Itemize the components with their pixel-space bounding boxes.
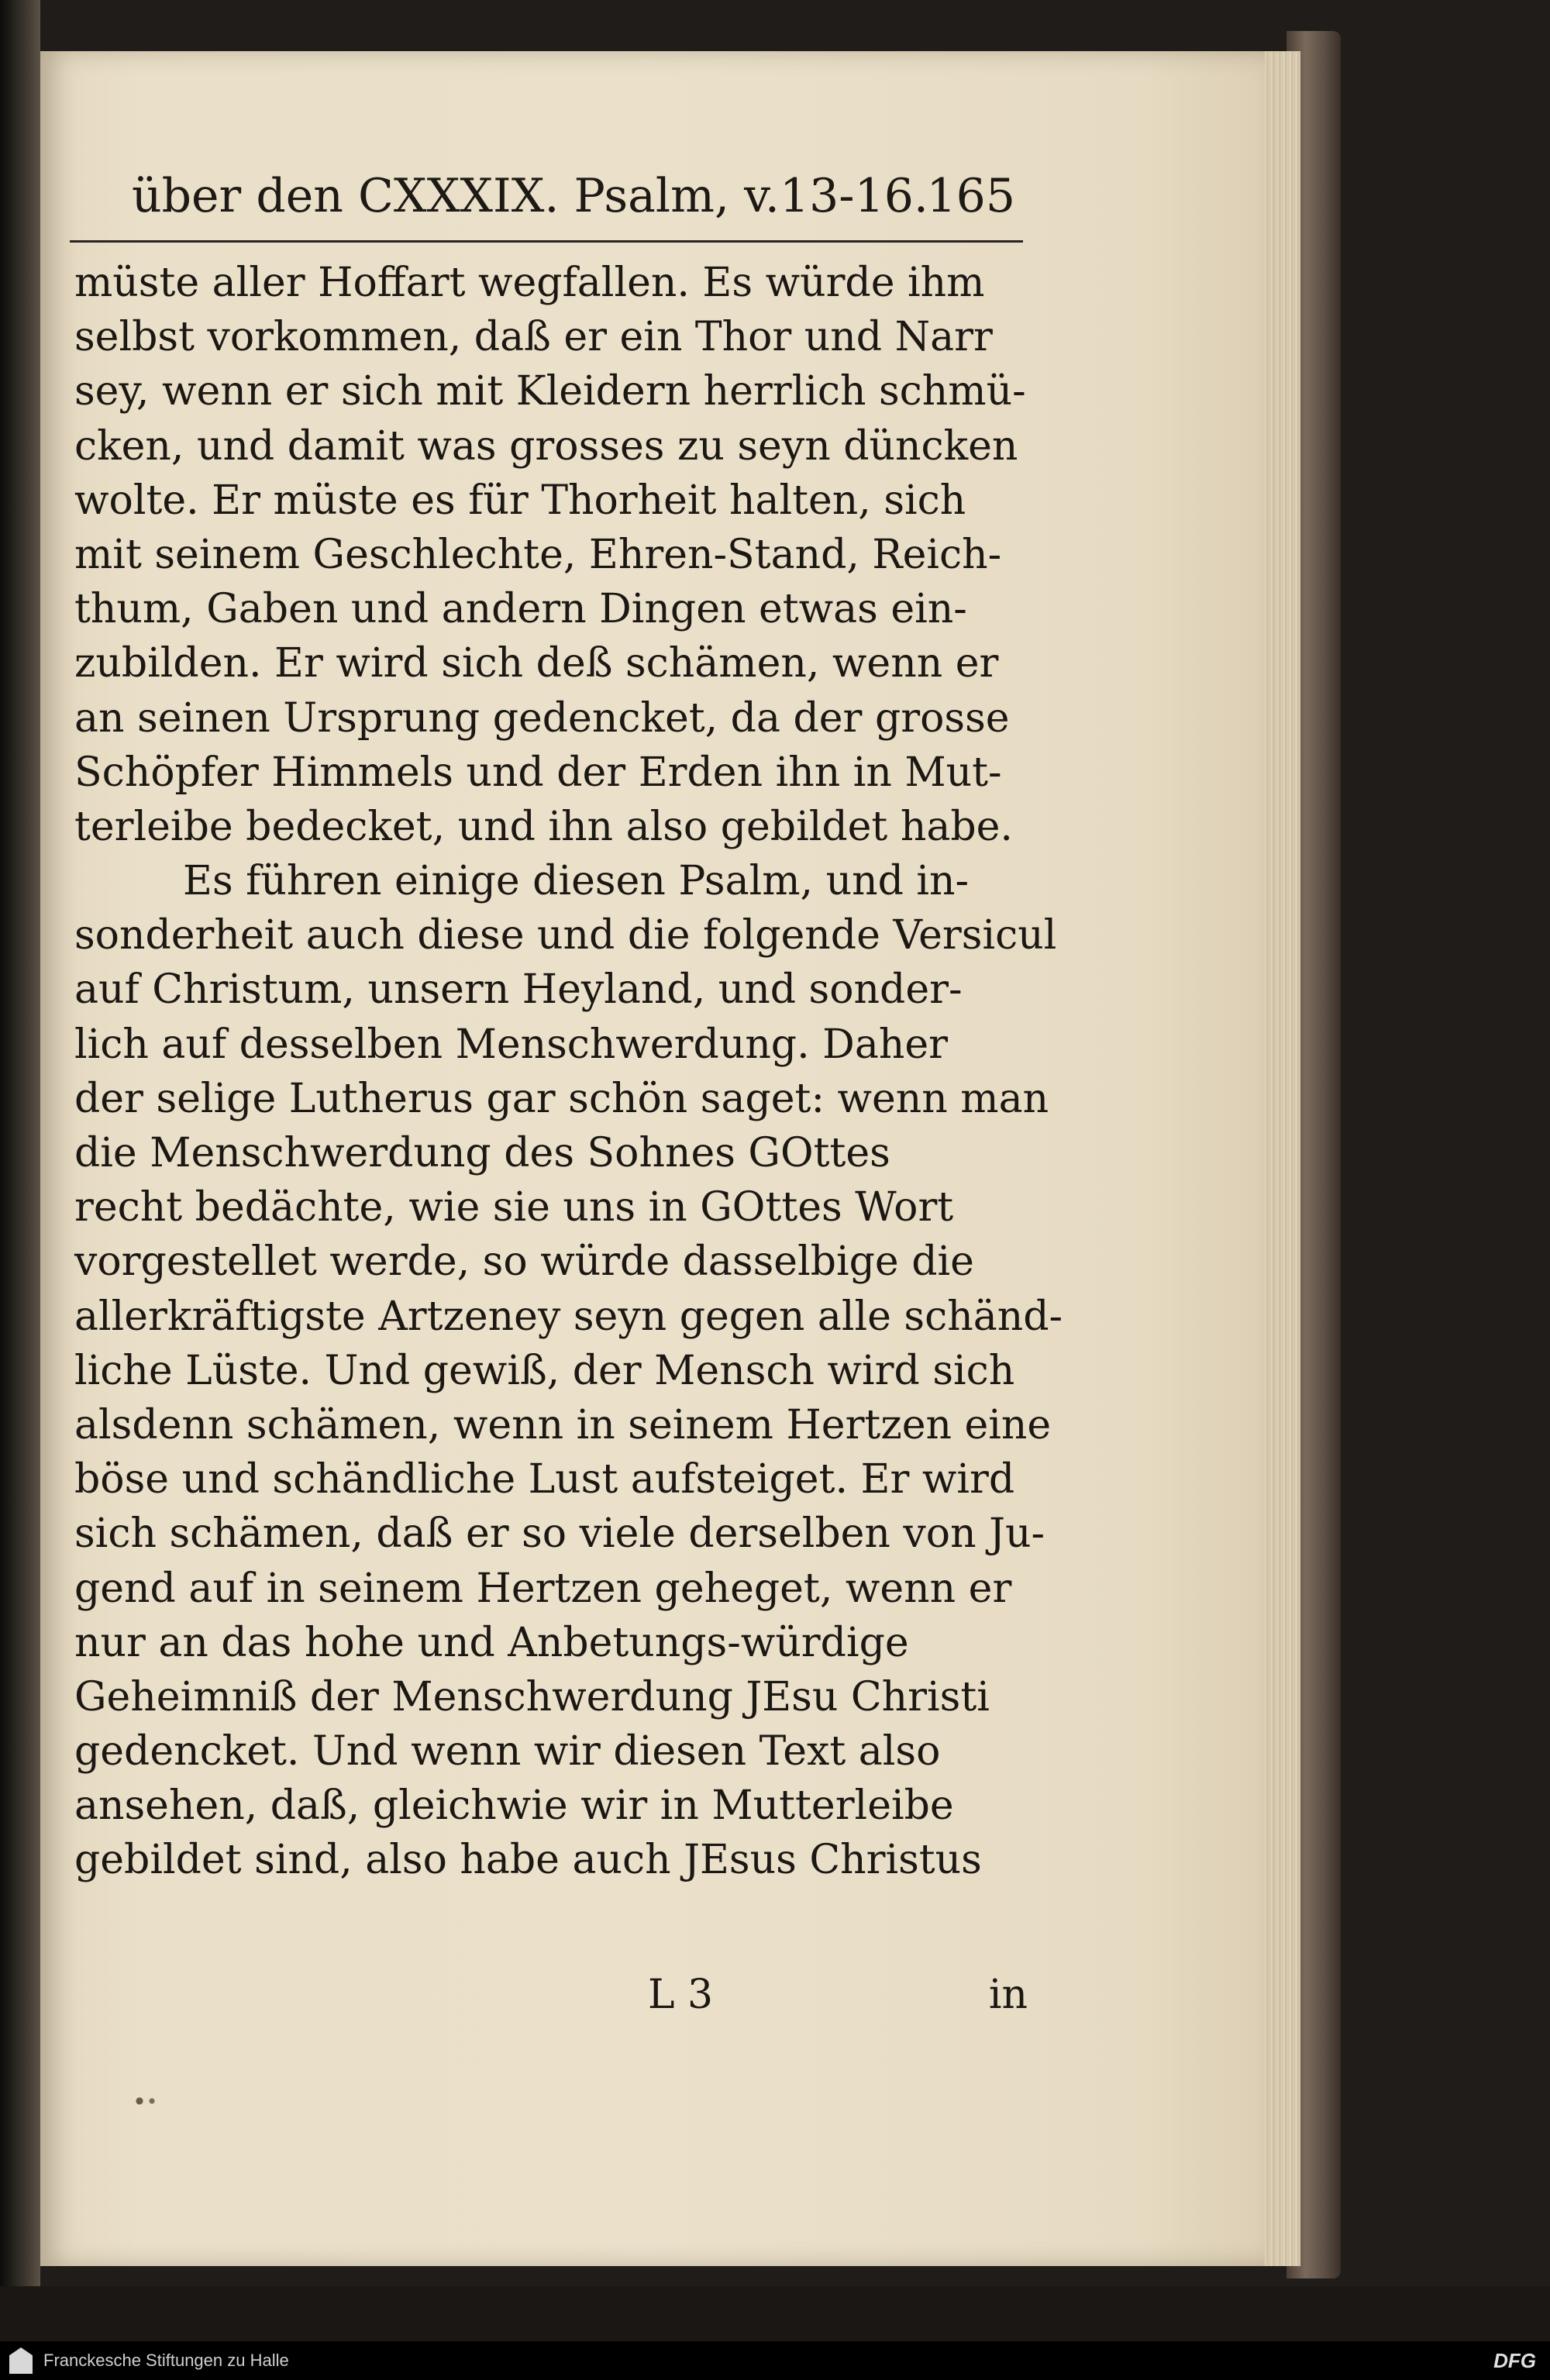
institution-name: Franckesche Stiftungen zu Halle xyxy=(43,2351,289,2370)
text-line: wolte. Er müste es für Thorheit halten, sich xyxy=(74,477,966,524)
text-line: der selige Lutherus gar schön saget: wenn man xyxy=(74,1075,1049,1122)
institution-logo-icon xyxy=(9,2347,33,2374)
text-line: Geheimniß der Menschwerdung JEsu Christi xyxy=(74,1673,990,1720)
text-line: lich auf desselben Menschwerdung. Daher xyxy=(74,1021,948,1068)
page-number: 165 xyxy=(926,169,1015,223)
text-line: müste aller Hoffart wegfallen. Es würde ihm xyxy=(74,260,985,306)
text-line: sey, wenn er sich mit Kleidern herrlich schmü- xyxy=(74,368,1026,415)
signature-mark: L 3 xyxy=(648,1972,714,2018)
text-line: sich schämen, daß er so viele derselben von Ju- xyxy=(74,1510,1045,1558)
text-line: selbst vorkommen, daß er ein Thor und Narr xyxy=(74,314,993,361)
running-head: über den CXXXIX. Psalm, v.13-16. xyxy=(132,169,928,223)
dfg-logo: DFG xyxy=(1493,2349,1536,2372)
text-line: an seinen Ursprung gedencket, da der grosse xyxy=(74,694,1010,742)
page-header xyxy=(132,169,1015,231)
catchword: in xyxy=(988,1972,1028,2018)
text-line: cken, und damit was grosses zu seyn düncken xyxy=(74,422,1018,470)
text-line: gebildet sind, also habe auch JEsus Christus xyxy=(74,1837,982,1884)
body-text xyxy=(74,256,1063,1888)
text-line: auf Christum, unsern Heyland, und sonder- xyxy=(74,966,963,1014)
text-line: die Menschwerdung des Sohnes GOttes xyxy=(74,1130,890,1176)
text-line: gedencket. Und wenn wir diesen Text also xyxy=(74,1728,941,1776)
text-line: nur an das hohe und Anbetungs-würdige xyxy=(74,1619,909,1666)
text-line: vorgestellet werde, so würde dasselbige die xyxy=(74,1238,974,1286)
ink-spot xyxy=(130,2096,161,2106)
text-line: liche Lüste. Und gewiß, der Mensch wird sich xyxy=(74,1347,1015,1394)
footer-bar xyxy=(0,2341,1550,2380)
text-line: Schöpfer Himmels und der Erden ihn in Mut- xyxy=(74,749,1002,796)
text-line: terleibe bedecket, und ihn also gebildet habe. xyxy=(74,803,1013,850)
text-line: thum, Gaben und andern Dingen etwas ein- xyxy=(74,586,967,633)
catchline xyxy=(74,1972,1028,2026)
text-line: zubilden. Er wird sich deß schämen, wenn er xyxy=(74,640,999,687)
text-line: Es führen einige diesen Psalm, und in- xyxy=(183,858,970,905)
text-line: ansehen, daß, gleichwie wir in Mutterleibe xyxy=(74,1782,954,1830)
text-line: böse und schändliche Lust aufsteiget. Er wird xyxy=(74,1456,1015,1503)
left-page-edge xyxy=(0,0,40,2286)
text-line: allerkräftigste Artzeney seyn gegen alle schänd- xyxy=(74,1293,1063,1340)
text-line: recht bedächte, wie sie uns in GOttes Wort xyxy=(74,1184,954,1231)
text-line: sonderheit auch diese und die folgende Versicul xyxy=(74,912,1057,959)
text-line: alsdenn schämen, wenn in seinem Hertzen eine xyxy=(74,1401,1052,1448)
text-line: gend auf in seinem Hertzen geheget, wenn er xyxy=(74,1565,1012,1612)
header-rule xyxy=(70,240,1023,243)
text-line: mit seinem Geschlechte, Ehren-Stand, Reich- xyxy=(74,531,1002,578)
scan-background xyxy=(0,2286,1550,2341)
